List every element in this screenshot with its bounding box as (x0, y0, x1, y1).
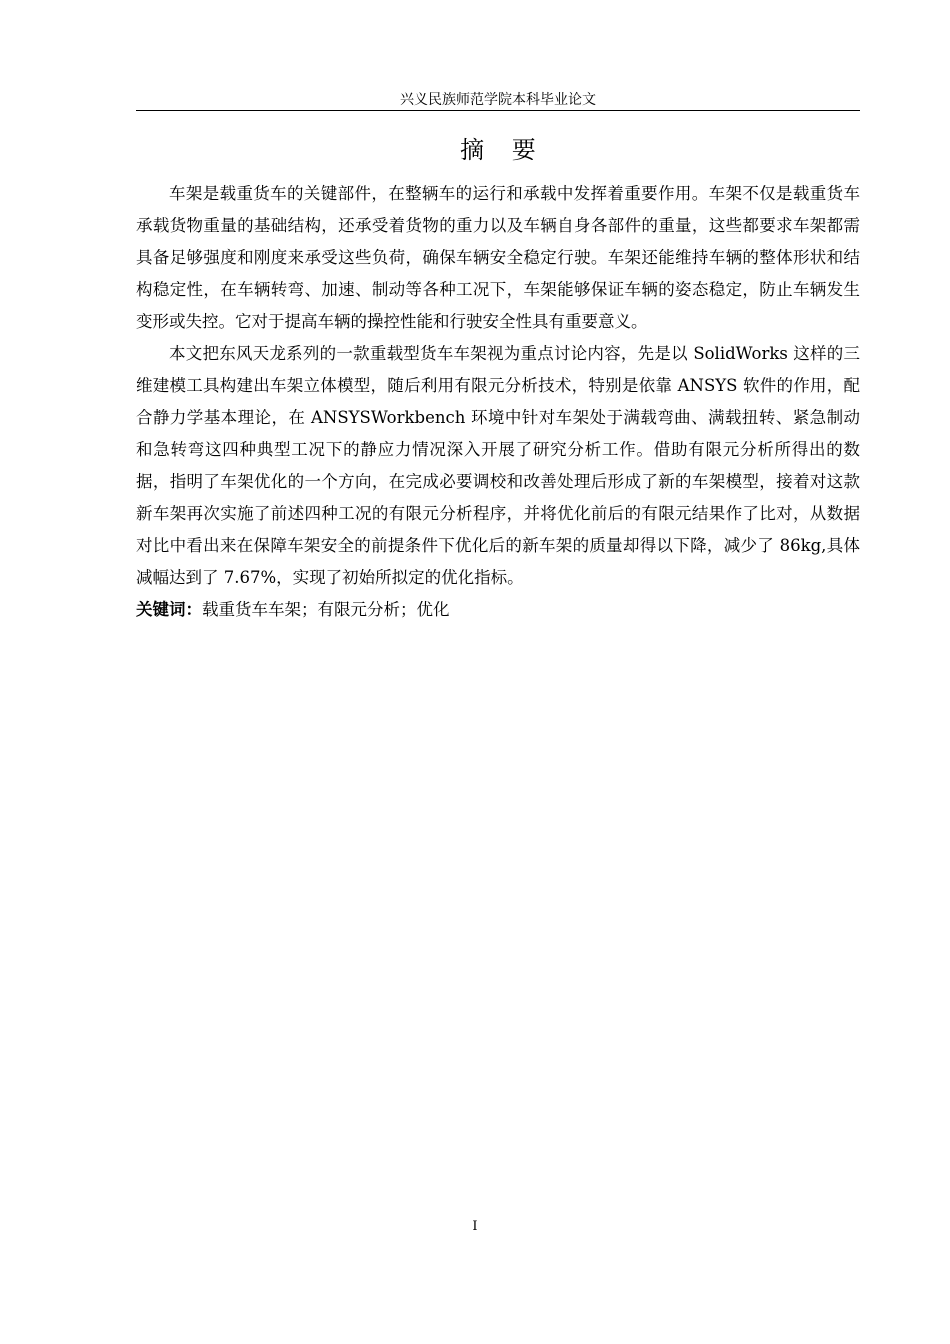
page-number: I (472, 1219, 478, 1234)
header-text: 兴义民族师范学院本科毕业论文 (400, 92, 596, 108)
abstract-title: 摘 要 (460, 136, 546, 164)
abstract-paragraph-1: 车架是载重货车的关键部件，在整辆车的运行和承载中发挥着重要作用。车架不仅是载重货车承载货物重量的基础结构，还承受着货物的重力以及车辆自身各部件的重量，这些都要求车架都需具备足够强度和刚度来承受这些负荷，确保车辆安全稳定行驶。车架还能维持车辆的整体形状和结构稳定性，在车辆转弯、加速、制动等各种工况下，车架能够保证车辆的姿态稳定，防止车辆发生变形或失控。它对于提高车辆的操控性能和行驶安全性具有重要意义。 (136, 184, 860, 331)
abstract-paragraph-2: 本文把东风天龙系列的一款重载型货车车架视为重点讨论内容，先是以 SolidWorks 这样的三维建模工具构建出车架立体模型，随后利用有限元分析技术，特别是依靠 ANSYS 软件的作用，配合静力学基本理论，在 ANSYSWorkbench 环境中针对车架处于满载弯曲、满载扭转、紧急制动和急转弯这四种典型工况下的静应力情况深入开展了研究分析工作。借助有限元分析所得出的数据，指明了车架优化的一个方向，在完成必要调校和改善处理后形成了新的车架模型，接着对这款新车架再次实施了前述四种工况的有限元分析程序，并将优化前后的有限元结果作了比对，从数据对比中看出来在保障车架安全的前提条件下优化后的新车架的质量却得以下降，减少了 86kg,具体减幅达到了 7.67%，实现了初始所拟定的优化指标。 (136, 344, 860, 587)
abstract-body (136, 178, 860, 626)
page-header (136, 90, 860, 111)
keywords-line (136, 594, 860, 626)
keywords-label: 关键词： (136, 600, 202, 619)
keywords-value: 载重货车车架；有限元分析；优化 (202, 600, 450, 619)
